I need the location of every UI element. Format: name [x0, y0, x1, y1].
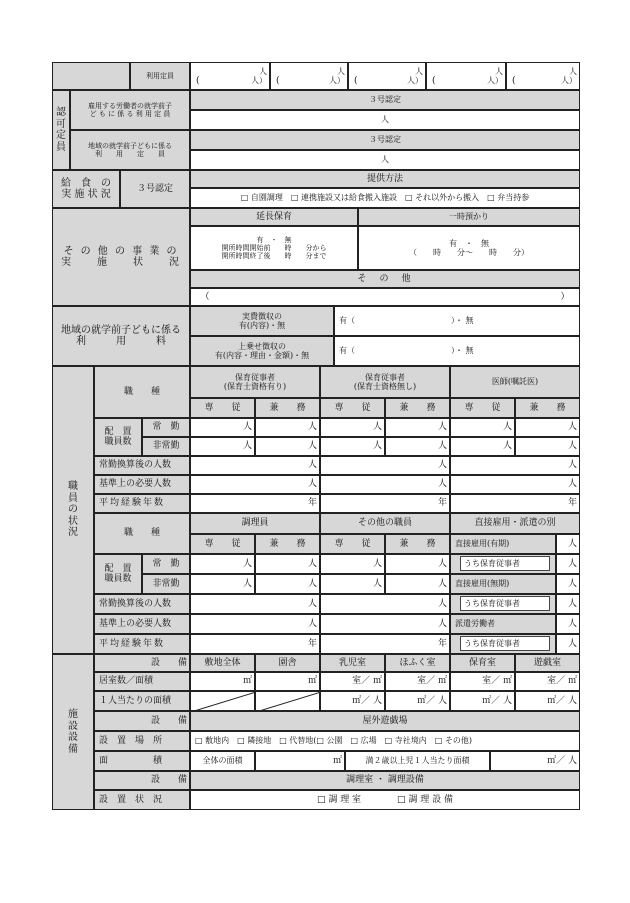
open-paren: ( [512, 76, 516, 86]
diagonal-blank-cell [190, 691, 255, 711]
form-input-cell[interactable]: 人 [190, 475, 320, 494]
form-label-cell: 職 種 [94, 366, 190, 418]
form-input-cell[interactable]: 室／ ㎡ [320, 672, 385, 691]
form-label-cell: 平均経験年数 [94, 634, 190, 654]
form-label-cell [52, 62, 130, 90]
form-label-cell: 職 員 の 状 況 [52, 366, 94, 654]
form-input-cell[interactable]: ㎡ [255, 751, 345, 771]
form-label-cell: 調理室 ・ 調理設備 [190, 771, 580, 790]
form-input-cell[interactable]: 人 [255, 437, 320, 456]
form-input-cell[interactable]: 人 [255, 554, 320, 574]
form-input-cell[interactable]: 室／ ㎡ [385, 672, 450, 691]
form-label-cell: 実費徴収の 有(内容)・無 [190, 306, 334, 336]
form-label-cell: 延長保育 [190, 208, 358, 226]
form-input-cell[interactable]: 人 [385, 437, 450, 456]
form-input-cell[interactable]: ㎡／ 人 [450, 691, 515, 711]
sub-label-box: うち保育従事者 [460, 556, 550, 571]
form-input-cell[interactable]: ㎡ [190, 672, 255, 691]
form-input-cell[interactable]: 人 人） [426, 62, 506, 90]
form-label-cell: 利用定員 [130, 62, 190, 90]
form-label-cell: 基準上の必要人数 [94, 614, 190, 634]
form-label-cell: 常 勤 [142, 554, 190, 574]
form-input-cell[interactable]: 有（ ）・ 無 [334, 306, 580, 336]
open-paren: ( [432, 76, 436, 86]
form-label-cell: 医師(嘱託医) [450, 366, 580, 398]
form-input-cell[interactable]: 人 人） [348, 62, 426, 90]
form-input-cell[interactable]: 人 [190, 437, 255, 456]
form-input-cell[interactable]: 人 [515, 418, 580, 437]
form-label-cell: 職 種 [94, 513, 190, 554]
form-input-cell[interactable]: 人 [450, 437, 515, 456]
form-input-cell[interactable]: 人 [255, 418, 320, 437]
form-input-cell[interactable]: 人 [515, 437, 580, 456]
form-input-cell[interactable]: 人 [190, 456, 320, 475]
form-label-cell: 認 可 定 員 [52, 90, 70, 170]
form-label-cell: 専 従 [190, 398, 255, 418]
form-label-cell: 兼 務 [385, 398, 450, 418]
form-input-cell[interactable]: 年 [450, 494, 580, 513]
form-label-cell: 派遣労働者 [450, 614, 556, 634]
form-input-cell[interactable]: □ 自園調理 □ 連携施設又は給食搬入施設 □ それ以外から搬入 □ 弁当持参 [190, 188, 580, 208]
open-paren: ( [276, 76, 280, 86]
form-label-cell: 地域の就学前子どもに係る 利 用 定 員 [70, 130, 190, 170]
form-label-cell: 設 備 [94, 711, 190, 731]
form-label-cell: 兼 務 [515, 398, 580, 418]
form-input-cell[interactable]: 人 [556, 554, 580, 574]
form-input-cell[interactable]: 人 [385, 554, 450, 574]
form-label-cell: 直接雇用(有期) [450, 534, 556, 554]
form-input-cell[interactable]: ㎡ [255, 672, 320, 691]
form-input-cell[interactable]: 年 [190, 494, 320, 513]
form-input-cell[interactable]: □ 調 理 室 □ 調 理 設 備 [190, 790, 580, 810]
form-input-cell[interactable]: ㎡／ 人 [490, 751, 580, 771]
form-input-cell[interactable]: 室／ ㎡ [450, 672, 515, 691]
form-input-cell[interactable]: 年 [190, 634, 320, 654]
form-input-cell[interactable]: 人 人） [190, 62, 270, 90]
form-label-cell: 遊戯室 [515, 654, 580, 672]
form-input-cell[interactable]: 人 [320, 554, 385, 574]
form-input-cell[interactable]: 人 [450, 475, 580, 494]
form-label-cell: ３号認定 [190, 130, 580, 150]
form-input-cell[interactable]: 人 人） [506, 62, 580, 90]
form-input-cell[interactable]: 人 [320, 614, 450, 634]
form-input-cell[interactable]: 人 [385, 574, 450, 594]
sub-label-box: うち保育従事者 [460, 636, 550, 651]
form-label-cell: 雇用する労働者の就学前子 ど も に 係 る 利 用 定 員 [70, 90, 190, 130]
form-input-cell[interactable]: 人 [385, 418, 450, 437]
form-label-cell: 上乗せ徴収の 有(内容・理由・金額)・無 [190, 336, 334, 366]
form-label-cell: 保育従事者 (保育士資格有り) [190, 366, 320, 398]
form-input-cell[interactable]: 人 [190, 554, 255, 574]
form-label-cell: 兼 務 [255, 534, 320, 554]
form-label-cell: 非常勤 [142, 574, 190, 594]
form-input-cell[interactable]: 人 [556, 634, 580, 654]
form-input-cell[interactable]: 人 人） [270, 62, 348, 90]
form-label-cell: 園舎 [255, 654, 320, 672]
form-label-cell: 提供方法 [190, 170, 580, 188]
form-input-cell[interactable]: 年 [320, 634, 450, 654]
form-label-cell: 専 従 [190, 534, 255, 554]
form-input-cell[interactable]: 人 [450, 418, 515, 437]
form-label-cell: その他の職員 [320, 513, 450, 534]
form-label-cell: 設 置 場 所 [94, 731, 190, 751]
form-label-cell: 常 勤 [142, 418, 190, 437]
form-label-cell: 施 設 設 備 [52, 654, 94, 810]
form-input-cell[interactable]: 人 [190, 594, 320, 614]
form-label-cell: 給 食 の 実 施 状 況 [52, 170, 120, 208]
form-input-cell[interactable]: 人 [255, 574, 320, 594]
form-label-cell: 配 置 職員数 [94, 554, 142, 594]
form-label-cell: 設 備 [94, 654, 190, 672]
form-label-cell: 居室数／面積 [94, 672, 190, 691]
form-input-cell[interactable]: 人 [190, 150, 580, 170]
form-input-cell[interactable]: 人 [320, 594, 450, 614]
form-label-cell: 常勤換算後の人数 [94, 456, 190, 475]
open-paren: ( [196, 76, 200, 86]
form-input-cell[interactable]: 満２歳以上児１人当たり面積 [345, 751, 490, 771]
form-label-cell: 設 置 状 況 [94, 790, 190, 810]
form-input-cell[interactable]: （ ） [190, 288, 580, 306]
form-label-cell: 設 備 [94, 771, 190, 790]
form-input-cell[interactable]: 人 [320, 418, 385, 437]
diagonal-blank-cell [255, 691, 320, 711]
form-input-cell[interactable]: 人 [450, 456, 580, 475]
form-input-cell[interactable]: 人 [320, 456, 450, 475]
form-input-cell[interactable]: 人 [190, 418, 255, 437]
form-label-cell: 直接雇用・派遣の別 [450, 513, 580, 534]
form-input-cell[interactable]: ㎡／ 人 [320, 691, 385, 711]
form-input-cell[interactable]: 有 ・ 無 開所時間開始前 時 分から 開所時間終了後 時 分まで [190, 226, 358, 270]
form-input-cell[interactable]: 人 [320, 437, 385, 456]
form-input-cell[interactable]: 人 [556, 574, 580, 594]
form-label-cell: 地域の就学前子どもに係る 利 用 料 [52, 306, 190, 366]
form-input-cell[interactable]: 人 [190, 110, 580, 130]
form-label-cell: 基準上の必要人数 [94, 475, 190, 494]
form-input-cell[interactable]: □ 敷地内 □ 隣接地 □ 代替地(□ 公園 □ 広場 □ 寺社境内 □ その他) [190, 731, 580, 751]
form-label-cell: 非常勤 [142, 437, 190, 456]
form-label-cell: １人当たりの面積 [94, 691, 190, 711]
form-input-cell[interactable]: 全体の面積 [190, 751, 255, 771]
form-label-cell: 専 従 [320, 534, 385, 554]
form-label-cell: 乳児室 [320, 654, 385, 672]
form-input-cell[interactable]: 有 ・ 無 （ 時 分～ 時 分） [358, 226, 580, 270]
form-label-cell: ３号認定 [120, 170, 190, 208]
form-label-cell: ほふく室 [385, 654, 450, 672]
form-input-cell[interactable]: 室／ ㎡ [515, 672, 580, 691]
form-label-cell: 専 従 [320, 398, 385, 418]
form-label-cell: 配 置 職員数 [94, 418, 142, 456]
form-label-cell: 兼 務 [255, 398, 320, 418]
form-input-cell[interactable]: 有（ ）・ 無 [334, 336, 580, 366]
form-input-cell[interactable]: 人 [320, 574, 385, 594]
form-label-cell: そ の 他 [190, 270, 580, 288]
form-label-cell: 直接雇用(無期) [450, 574, 556, 594]
form-input-cell[interactable]: 人 [190, 574, 255, 594]
form-input-cell[interactable]: 年 [320, 494, 450, 513]
form-label-cell: 一時預かり [358, 208, 580, 226]
form-label-cell: 保育室 [450, 654, 515, 672]
form-label-cell: 兼 務 [385, 534, 450, 554]
form-label-cell: 面 積 [94, 751, 190, 771]
sub-label-box: うち保育従事者 [460, 596, 550, 611]
form-label-cell: 敷地全体 [190, 654, 255, 672]
form-input-cell[interactable]: 人 [320, 475, 450, 494]
open-paren: ( [354, 76, 358, 86]
form-label-cell: そ の 他 の 事 業 の 実 施 状 況 [52, 208, 190, 306]
form-label-cell: 平均経験年数 [94, 494, 190, 513]
form-input-cell[interactable]: 人 [556, 614, 580, 634]
form-label-cell: 屋外遊戯場 [190, 711, 580, 731]
form-input-cell[interactable]: ㎡／ 人 [385, 691, 450, 711]
form-label-cell: ３号認定 [190, 90, 580, 110]
form-input-cell[interactable]: 人 [556, 594, 580, 614]
form-label-cell: 保育従事者 (保育士資格無し) [320, 366, 450, 398]
form-input-cell[interactable]: 人 [190, 614, 320, 634]
form-label-cell: 専 従 [450, 398, 515, 418]
form-label-cell: 調理員 [190, 513, 320, 534]
form-input-cell[interactable]: ㎡／ 人 [515, 691, 580, 711]
form-input-cell[interactable]: 人 [556, 534, 580, 554]
form-label-cell: 常勤換算後の人数 [94, 594, 190, 614]
